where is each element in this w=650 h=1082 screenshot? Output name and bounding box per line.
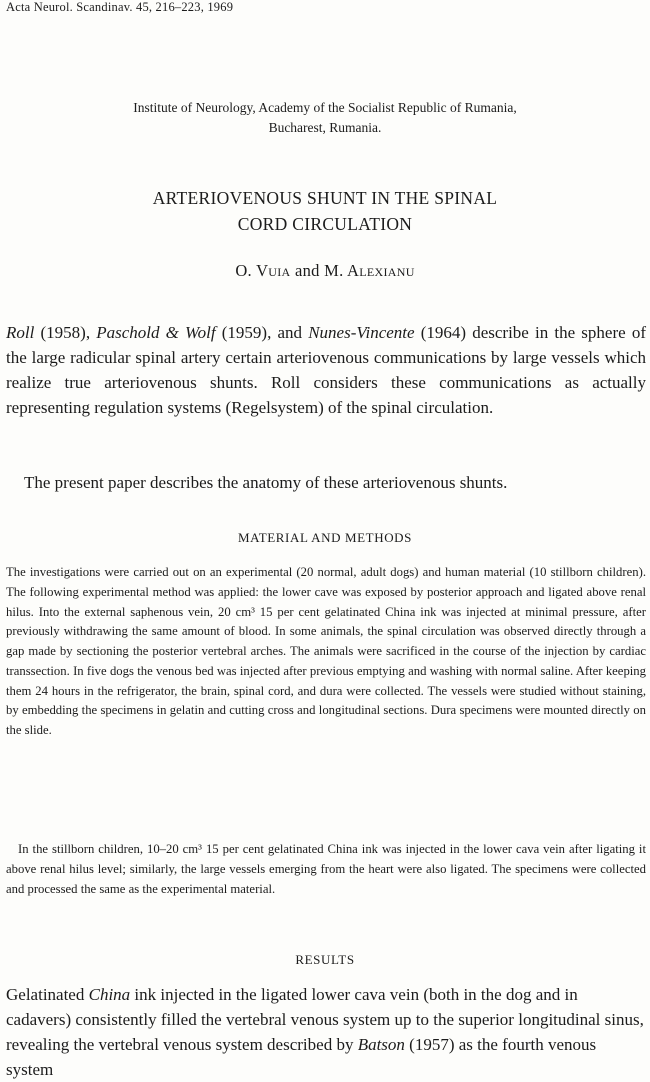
citation-roll: Roll xyxy=(6,323,35,342)
citation-batson: Batson xyxy=(357,1035,405,1054)
methods-paragraph-2: In the stillborn children, 10–20 cm³ 15 per cent gelatinated China ink was injected in the lower cava vein after ligating it above renal hilus level; similarly, the large vessels emerging from the heart were also ligated. The specimens were collected and processed the same as the experimental material. xyxy=(6,842,646,896)
intro-text-3: (1964) describe in the sphere of the large radicular spinal artery certain arteriovenous communications by large vessels which realize true arteriovenous shunts. Roll considers these communications as actually representing regulation systems (Regelsystem) of the spinal circulation. xyxy=(6,323,646,417)
affiliation-line-2: Bucharest, Rumania. xyxy=(268,120,382,135)
title-line-2: CORD CIRCULATION xyxy=(237,214,413,234)
title-line-1: ARTERIOVENOUS SHUNT IN THE SPINAL xyxy=(152,188,498,208)
authors-and: and xyxy=(294,261,320,280)
results-paragraph-1 xyxy=(6,982,646,1082)
intro-paragraph-1 xyxy=(6,320,646,420)
results-text-2: ink injected in the ligated lower cava vein (both in the dog and in cadavers) consistently filled the vertebral venous system up to the superior longitudinal sinus, revealing the vertebral venous system described by xyxy=(6,985,644,1054)
running-header: Acta Neurol. Scandinav. 45, 216–223, 1969 xyxy=(6,0,234,14)
author-1: O. Vuia xyxy=(235,261,291,280)
results-italic-china: China xyxy=(88,985,131,1004)
citation-nunes-vincente: Nunes-Vincente xyxy=(308,323,415,342)
intro-text-1: (1958), xyxy=(34,323,97,342)
section-heading-methods: MATERIAL AND METHODS xyxy=(237,530,413,545)
citation-paschold-wolf: Paschold & Wolf xyxy=(96,323,216,342)
section-heading-results: RESULTS xyxy=(295,952,355,967)
methods-paragraph-1: The investigations were carried out on an experimental (20 normal, adult dogs) and human material (10 stillborn children). The following experimental method was applied: the lower cave was exposed by posterior approach and ligated above renal hilus. Into the external saphenous vein, 20 cm³ 15 per cent gelatinated China ink was injected at minimal pressure, after previously withdrawing the same amount of blood. In some animals, the spinal circulation was observed directly through a gap made by sectioning the posterior vertebral arches. The animals were sacrificed in the course of the injection by cardiac transsection. In five dogs the venous bed was injected after previous emptying and washing with normal saline. After keeping them 24 hours in the refrigerator, the brain, spinal cord, and dura were collected. The vessels were studied without staining, by embedding the specimens in gelatin and cutting cross and longitudinal sections. Dura specimens were mounted directly on the slide. xyxy=(6,565,646,737)
affiliation xyxy=(0,98,650,138)
affiliation-line-1: Institute of Neurology, Academy of the Socialist Republic of Rumania, xyxy=(133,100,517,115)
intro-text-2: (1959), and xyxy=(215,323,309,342)
results-text-1: Gelatinated xyxy=(6,985,89,1004)
article-title xyxy=(0,185,650,237)
intro-paragraph-2: The present paper describes the anatomy of these arteriovenous shunts. xyxy=(24,473,508,492)
author-2: M. Alexianu xyxy=(324,261,415,280)
authors xyxy=(0,261,650,281)
results-text-3: (1957) as the fourth venous system xyxy=(6,1035,597,1079)
